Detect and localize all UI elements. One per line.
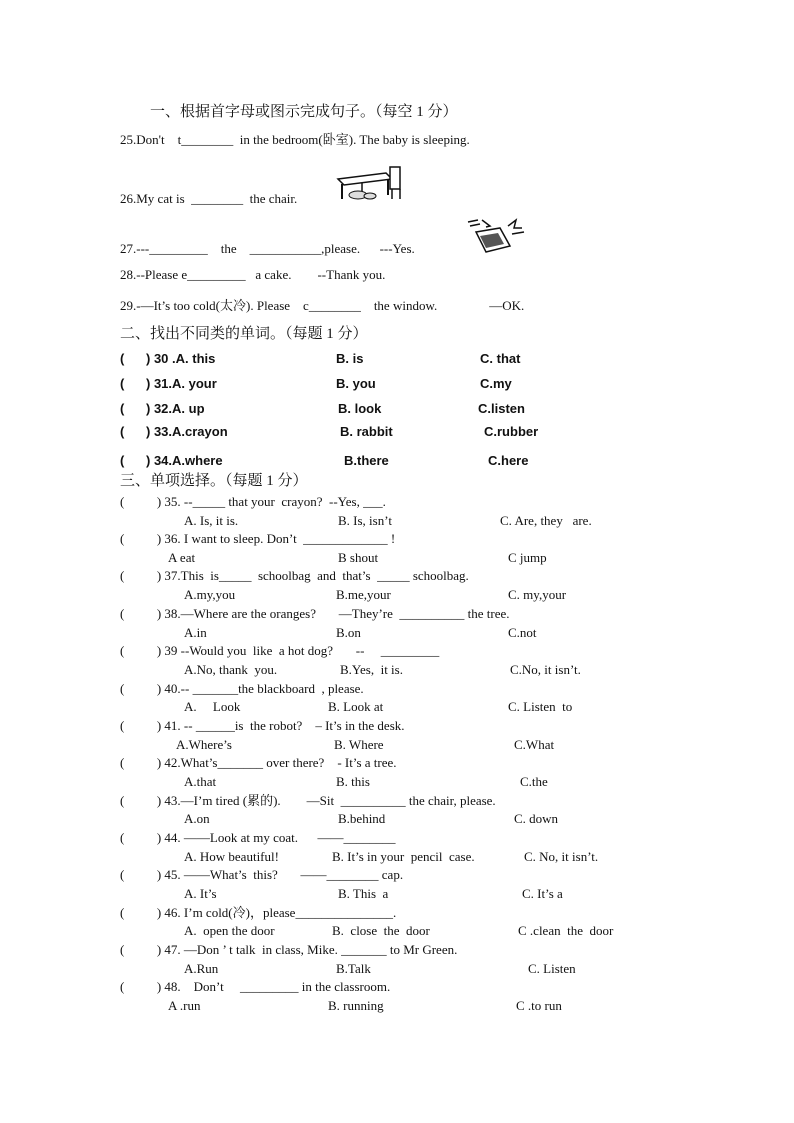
question-38-option-a: A.in [184, 625, 207, 640]
opening-book-picture-icon [466, 216, 528, 256]
question-36-option-b: B shout [338, 550, 379, 565]
question-44: ( ) 44. ——Look at my coat. ——________ [120, 830, 396, 845]
question-32: ( ) 32.A. up [120, 401, 205, 416]
question-46: ( ) 46. I’m cold(冷)，please_______________. [120, 905, 397, 920]
question-44-option-c: C. No, it isn’t. [524, 849, 599, 864]
question-33: ( ) 33.A.crayon [120, 424, 228, 439]
question-41-option-b: B. Where [334, 737, 384, 752]
question-38-option-c: C.not [508, 625, 537, 640]
question-41-option-c: C.What [514, 737, 555, 752]
question-45: ( ) 45. ——What’s this? ——________ cap. [120, 867, 404, 882]
section1-heading: 一、根据首字母或图示完成句子。（每空 1 分） [150, 104, 458, 120]
question-35-option-b: B. Is, isn’t [338, 513, 392, 528]
question-41: ( ) 41. -- ______is the robot? – It’s in the desk. [120, 718, 405, 733]
section3-heading: 三、单项选择。（每题 1 分） [120, 473, 308, 489]
question-45-option-c: C. It’s a [522, 886, 563, 901]
question-37-option-a: A.my,you [184, 587, 236, 602]
question-27: 27.---_________ the ___________,please. ---Yes. [120, 241, 415, 256]
question-46-option-a: A. open the door [184, 923, 275, 938]
question-25: 25.Don't t________ in the bedroom(卧室). The baby is sleeping. [120, 132, 470, 147]
question-43-option-b: B.behind [338, 811, 386, 826]
question-46-option-c: C .clean the door [518, 923, 614, 938]
question-40-option-b: B. Look at [328, 699, 384, 714]
question-32-option-b: B. look [338, 401, 382, 416]
question-37-option-c: C. my,your [508, 587, 567, 602]
question-48-option-a: A .run [168, 998, 201, 1013]
question-48-option-b: B. running [328, 998, 384, 1013]
question-33-option-c: C.rubber [484, 424, 539, 439]
question-45-option-b: B. This a [338, 886, 389, 901]
question-40: ( ) 40.-- _______the blackboard , please. [120, 681, 364, 696]
question-42-option-a: A.that [184, 774, 217, 789]
section2-heading: 二、找出不同类的单词。（每题 1 分） [120, 326, 368, 342]
question-37: ( ) 37.This is_____ schoolbag and that’s _____ schoolbag. [120, 568, 469, 583]
question-48: ( ) 48. Don’t _________ in the classroom. [120, 979, 391, 994]
question-35-option-a: A. Is, it is. [184, 513, 239, 528]
question-38-option-b: B.on [336, 625, 361, 640]
question-36-option-c: C jump [508, 550, 547, 565]
question-31-option-c: C.my [480, 376, 512, 391]
question-33-option-b: B. rabbit [340, 424, 393, 439]
question-46-option-b: B. close the door [332, 923, 430, 938]
question-39-option-c: C.No, it isn’t. [510, 662, 581, 677]
question-42-option-b: B. this [336, 774, 370, 789]
question-42: ( ) 42.What’s_______ over there? - It’s a tree. [120, 755, 397, 770]
question-38: ( ) 38.—Where are the oranges? —They’re __________ the tree. [120, 606, 510, 621]
question-48-option-c: C .to run [516, 998, 562, 1013]
question-28: 28.--Please e_________ a cake. --Thank you. [120, 267, 386, 282]
question-31-option-b: B. you [336, 376, 376, 391]
question-47-option-c: C. Listen [528, 961, 576, 976]
question-34-option-c: C.here [488, 453, 529, 468]
question-37-option-b: B.me,your [336, 587, 391, 602]
question-36-option-a: A eat [168, 550, 196, 565]
question-40-option-c: C. Listen to [508, 699, 573, 714]
question-30: ( ) 30 .A. this [120, 351, 216, 366]
question-41-option-a: A.Where’s [176, 737, 232, 752]
question-32-option-c: C.listen [478, 401, 525, 416]
table-chair-picture-icon [334, 165, 406, 203]
question-42-option-c: C.the [520, 774, 548, 789]
question-40-option-a: A. Look [184, 699, 241, 714]
question-36: ( ) 36. I want to sleep. Don’t _____________ ! [120, 531, 396, 546]
question-47: ( ) 47. —Don ’ t talk in class, Mike. _______ to Mr Green. [120, 942, 458, 957]
question-43-option-a: A.on [184, 811, 210, 826]
question-26: 26.My cat is ________ the chair. [120, 191, 298, 206]
question-29: 29.-—It’s too cold(太冷). Please c________ the window. —OK. [120, 298, 525, 313]
question-43-option-c: C. down [514, 811, 559, 826]
question-30-option-b: B. is [336, 351, 364, 366]
question-44-option-b: B. It’s in your pencil case. [332, 849, 475, 864]
question-47-option-b: B.Talk [336, 961, 371, 976]
question-39-option-a: A.No, thank you. [184, 662, 278, 677]
question-34: ( ) 34.A.where [120, 453, 223, 468]
question-45-option-a: A. It’s [184, 886, 217, 901]
question-35: ( ) 35. --_____ that your crayon? --Yes, ___. [120, 494, 386, 509]
question-31: ( ) 31.A. your [120, 376, 217, 391]
question-39: ( ) 39 --Would you like a hot dog? -- _________ [120, 643, 440, 658]
question-43: ( ) 43.—I’m tired (累的). —Sit __________ the chair, please. [120, 793, 496, 808]
question-44-option-a: A. How beautiful! [184, 849, 279, 864]
question-35-option-c: C. Are, they are. [500, 513, 592, 528]
question-30-option-c: C. that [480, 351, 521, 366]
question-34-option-b: B.there [344, 453, 389, 468]
question-39-option-b: B.Yes, it is. [340, 662, 403, 677]
question-47-option-a: A.Run [184, 961, 219, 976]
